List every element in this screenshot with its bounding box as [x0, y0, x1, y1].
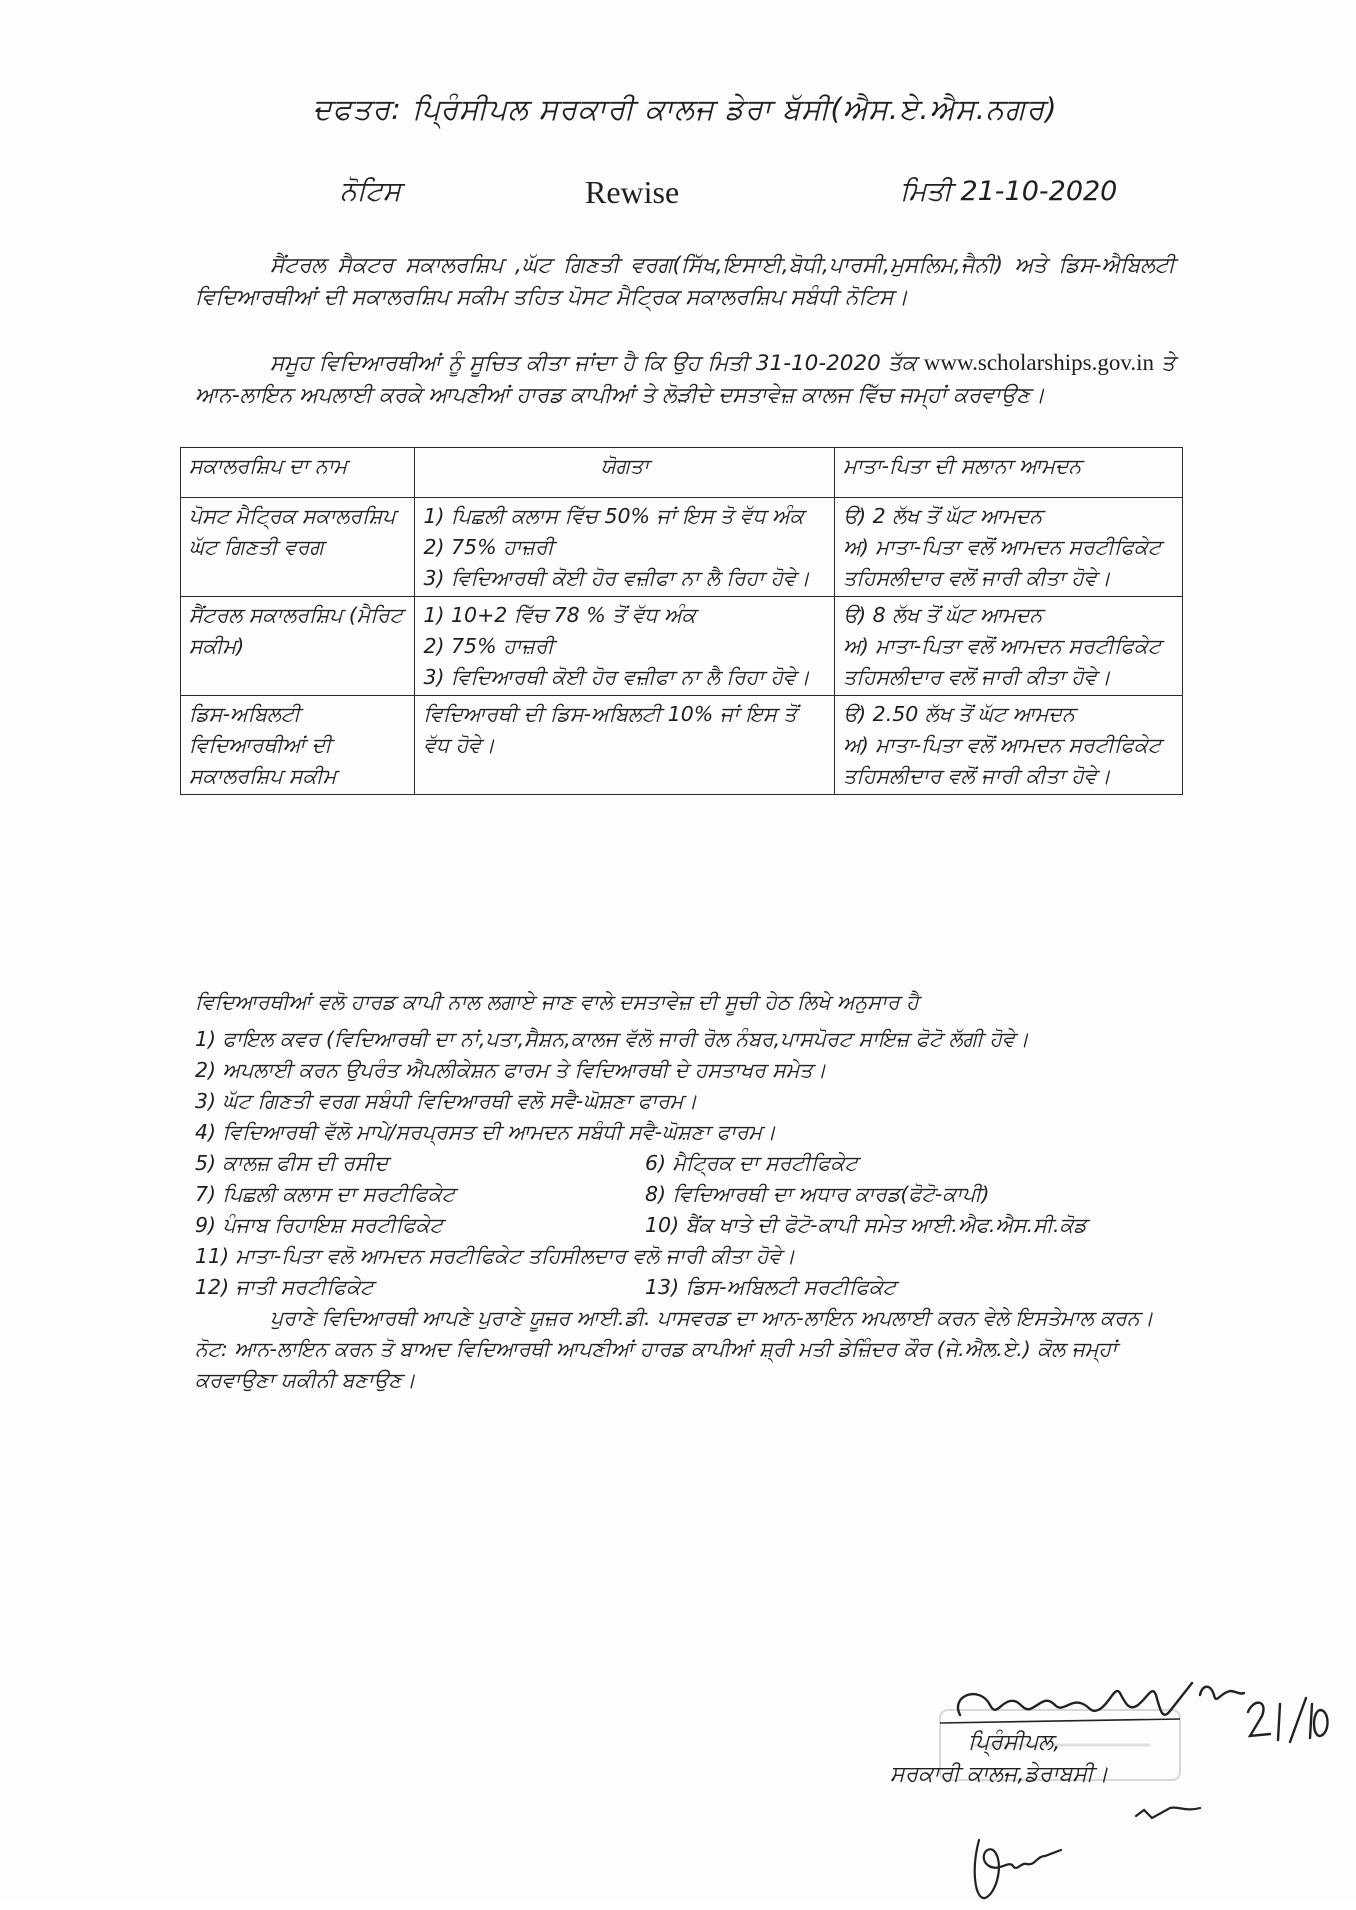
table-row: [181, 498, 1183, 597]
list-item: 5) ਕਾਲਜ਼ ਫੀਸ ਦੀ ਰਸੀਦ: [195, 1151, 389, 1175]
eligibility-cell: [415, 696, 835, 795]
table-row: [181, 696, 1183, 795]
instruction-text-1: ਸਮੂਹ ਵਿਦਿਆਰਥੀਆਂ ਨੂੰ ਸੂਚਿਤ ਕੀਤਾ ਜਾਂਦਾ ਹੈ ਕਿ ਉਹ ਮਿਤੀ 31-10-2020 ਤੱਕ: [270, 351, 917, 376]
notice-title: ਨੋਟਿਸ: [340, 176, 401, 207]
list-item: 10) ਬੈਂਕ ਖਾਤੇ ਦੀ ਫੋਟੋ-ਕਾਪੀ ਸਮੇਤ ਆਈ.ਐਫ.ਐਸ.ਸੀ.ਕੋਡ: [645, 1213, 1087, 1237]
scholarship-url: www.scholarships.gov.in: [923, 350, 1154, 375]
instruction-text-2: ਤੇ ਆਨ-ਲਾਇਨ ਅਪਲਾਈ ਕਰਕੇ ਆਪਣੀਆਂ ਹਾਰਡ ਕਾਪੀਆਂ ਤੇ ਲੋੜੀਦੇ ਦਸਤਾਵੇਜ਼ ਕਾਲਜ ਵਿੱਚ ਜਮ੍ਹਾਂ ਕਰਵਾਉਣ।: [195, 351, 1176, 408]
handwritten-mark: [1130, 1790, 1210, 1830]
notice-header: [340, 176, 1140, 220]
list-item: 12) ਜਾਤੀ ਸਰਟੀਫਿਕੇਟ: [195, 1275, 374, 1299]
scholarship-name-cell: ਸੈਂਟਰਲ ਸਕਾਲਰਸ਼ਿਪ (ਮੈਰਿਟ ਸਕੀਮ): [181, 597, 415, 696]
scholarship-name-cell: ਪੋਸਟ ਮੈਟ੍ਰਿਕ ਸਕਾਲਰਸ਼ਿਪ ਘੱਟ ਗਿਣਤੀ ਵਰਗ: [181, 498, 415, 597]
income-line: ਅ) ਮਾਤਾ-ਪਿਤਾ ਵਲੋਂ ਆਮਦਨ ਸਰਟੀਫਿਕੇਟ ਤਹਿਸਲੀਦਾਰ ਵਲੋਂ ਜਾਰੀ ਕੀਤਾ ਹੋਵੇ।: [843, 634, 1162, 689]
income-line: ੳ) 8 ਲੱਖ ਤੋਂ ਘੱਟ ਆਮਦਨ: [843, 603, 1043, 627]
list-item-pair: [195, 1210, 1175, 1241]
list-item-pair: [195, 1179, 1175, 1210]
header-parent-income: ਮਾਤਾ-ਪਿਤਾ ਦੀ ਸਲਾਨਾ ਆਮਦਨ: [835, 448, 1183, 498]
handwritten-initials: [965, 1820, 1075, 1910]
eligibility-line: 1) ਪਿਛਲੀ ਕਲਾਸ ਵਿੱਚ 50% ਜਾਂ ਇਸ ਤੋ ਵੱਧ ਅੰਕ: [423, 504, 804, 528]
instruction-paragraph: [195, 347, 1175, 411]
handwritten-date: [1240, 1690, 1330, 1750]
list-item: 4) ਵਿਦਿਆਰਥੀ ਵੱਲੋ ਮਾਪੇ/ਸਰਪ੍ਰਸਤ ਦੀ ਆਮਦਨ ਸਬੰਧੀ ਸਵੈ-ਘੋਸ਼ਣਾ ਫਾਰਮ।: [195, 1120, 776, 1144]
table-header-row: [181, 448, 1183, 498]
income-cell: [835, 498, 1183, 597]
eligibility-line: 1) 10+2 ਵਿੱਚ 78 % ਤੋਂ ਵੱਧ ਅੰਕ: [423, 603, 696, 627]
income-line: ਅ) ਮਾਤਾ-ਪਿਤਾ ਵਲੋਂ ਆਮਦਨ ਸਰਟੀਫਿਕੇਟ ਤਹਿਸਲੀਦਾਰ ਵਲੋਂ ਜਾਰੀ ਕੀਤਾ ਹੋਵੇ।: [843, 535, 1162, 590]
eligibility-cell: [415, 498, 835, 597]
eligibility-line: 2) 75% ਹਾਜ਼ਰੀ: [423, 634, 554, 658]
list-item-pair: [195, 1272, 1175, 1303]
income-line: ਅ) ਮਾਤਾ-ਪਿਤਾ ਵਲੋਂ ਆਮਦਨ ਸਰਟੀਫਿਕੇਟ ਤਹਿਸਲੀਦਾਰ ਵਲੋਂ ਜਾਰੀ ਕੀਤਾ ਹੋਵੇ।: [843, 733, 1162, 788]
list-item: 11) ਮਾਤਾ-ਪਿਤਾ ਵਲੋ ਆਮਦਨ ਸਰਟੀਫਿਕੇਟ ਤਹਿਸੀਲਦਾਰ ਵਲੋ ਜਾਰੀ ਕੀਤਾ ਹੋਵੇ।: [195, 1244, 796, 1268]
list-item: 3) ਘੱਟ ਗਿਣਤੀ ਵਰਗ ਸਬੰਧੀ ਵਿਦਿਆਰਥੀ ਵਲੋ ਸਵੈ-ਘੋਸ਼ਣਾ ਫਾਰਮ।: [195, 1089, 698, 1113]
subject-paragraph: ਸੈਂਟਰਲ ਸੈਕਟਰ ਸਕਾਲਰਸ਼ਿਪ ,ਘੱਟ ਗਿਣਤੀ ਵਰਗ(ਸਿੱਖ,ਇਸਾਈ,ਬੋਧੀ,ਪਾਰਸੀ,ਮੁਸਲਿਮ,ਜੈਨੀ) ਅਤੇ ਡਿਸ-ਐਬਿਲਟੀ ਵਿਦਿਆਰਥੀਆਂ ਦੀ ਸਕਾਲਰਸ਼ਿਪ ਸਕੀਮ ਤਹਿਤ ਪੋਸਟ ਮੈਟ੍ਰਿਕ ਸਕਾਲਰਸ਼ਿਪ ਸਬੰਧੀ ਨੋਟਿਸ।: [195, 253, 1175, 310]
rewise-label: Rewise: [585, 174, 680, 210]
documents-list: [195, 987, 1175, 1396]
list-item: 6) ਮੈਟ੍ਰਿਕ ਦਾ ਸਰਟੀਫਿਕੇਟ: [645, 1151, 858, 1175]
income-line: ੳ) 2 ਲੱਖ ਤੋਂ ਘੱਟ ਆਮਦਨ: [843, 504, 1043, 528]
eligibility-line: 3) ਵਿਦਿਆਰਥੀ ਕੋਈ ਹੋਰ ਵਜ਼ੀਫਾ ਨਾ ਲੈ ਰਿਹਾ ਹੋਵੇ।: [423, 566, 810, 590]
eligibility-line: 2) 75% ਹਾਜ਼ਰੀ: [423, 535, 554, 559]
office-heading: ਦਫਤਰ: ਪ੍ਰਿੰਸੀਪਲ ਸਰਕਾਰੀ ਕਾਲਜ ਡੇਰਾ ਬੱਸੀ(ਐਸ.ਏ.ਐਸ.ਨਗਰ): [312, 92, 1058, 126]
list-item: 9) ਪੰਜਾਬ ਰਿਹਾਇਸ਼ ਸਰਟੀਫਿਕੇਟ: [195, 1213, 443, 1237]
list-item: 8) ਵਿਦਿਆਰਥੀ ਦਾ ਅਧਾਰ ਕਾਰਡ(ਫੋਟੋ-ਕਾਪੀ): [645, 1182, 990, 1206]
income-cell: [835, 696, 1183, 795]
eligibility-line: ਵਿਦਿਆਰਥੀ ਦੀ ਡਿਸ-ਅਬਿਲਟੀ 10% ਜਾਂ ਇਸ ਤੋਂ ਵੱਧ ਹੋਵੇ।: [423, 702, 797, 757]
list-item: 2) ਅਪਲਾਈ ਕਰਨ ਉਪਰੰਤ ਐਪਲੀਕੇਸ਼ਨ ਫਾਰਮ ਤੇ ਵਿਦਿਆਰਥੀ ਦੇ ਹਸਤਾਖਰ ਸਮੇਤ।: [195, 1058, 827, 1082]
list-item-pair: [195, 1148, 1175, 1179]
scholarship-name-cell: ਡਿਸ-ਅਬਿਲਟੀ ਵਿਦਿਆਰਥੀਆਂ ਦੀ ਸਕਾਲਰਸ਼ਿਪ ਸਕੀਮ: [181, 696, 415, 795]
income-cell: [835, 597, 1183, 696]
scholarship-table: [180, 447, 1183, 795]
submission-note: ਨੋਟ: ਆਨ-ਲਾਇਨ ਕਰਨ ਤੋ ਬਾਅਦ ਵਿਦਿਆਰਥੀ ਆਪਣੀਆਂ ਹਾਰਡ ਕਾਪੀਆਂ ਸ਼੍ਰੀ ਮਤੀ ਡੇਜ਼ਿੰਦਰ ਕੌਰ (ਜੇ.ਐਲ.ਏ.) ਕੋਲ ਜਮ੍ਹਾਂ ਕਰਵਾਉਣਾ ਯਕੀਨੀ ਬਣਾਉਣ।: [195, 1337, 1117, 1392]
income-line: ੳ) 2.50 ਲੱਖ ਤੋਂ ਘੱਟ ਆਮਦਨ: [843, 702, 1075, 726]
eligibility-cell: [415, 597, 835, 696]
header-eligibility: ਯੋਗਤਾ: [415, 448, 835, 498]
college-name: ਸਰਕਾਰੀ ਕਾਲਜ,ਡੇਰਾਬਸੀ।: [890, 1762, 1109, 1787]
header-scholarship-name: ਸਕਾਲਰਸ਼ਿਪ ਦਾ ਨਾਮ: [181, 448, 415, 498]
principal-title: ਪ੍ਰਿੰਸੀਪਲ,: [968, 1730, 1061, 1755]
list-item: 1) ਫਾਇਲ ਕਵਰ (ਵਿਦਿਆਰਥੀ ਦਾ ਨਾਂ,ਪਤਾ,ਸੈਸ਼ਨ,ਕਾਲਜ ਵੱਲੋ ਜਾਰੀ ਰੋਲ ਨੰਬਰ,ਪਾਸਪੋਰਟ ਸਾਇਜ਼ ਫੋਟੋ ਲੱਗੀ ਹੋਵੇ।: [195, 1027, 1029, 1051]
list-item: 13) ਡਿਸ-ਅਬਿਲਟੀ ਸਰਟੀਫਿਕੇਟ: [645, 1275, 897, 1299]
notice-date: ਮਿਤੀ 21-10-2020: [900, 176, 1118, 207]
list-item: 7) ਪਿਛਲੀ ਕਲਾਸ ਦਾ ਸਰਟੀਫਿਕੇਟ: [195, 1182, 455, 1206]
old-students-note: ਪੁਰਾਣੇ ਵਿਦਿਆਰਥੀ ਆਪਣੇ ਪੁਰਾਣੇ ਯੂਜ਼ਰ ਆਈ.ਡੀ. ਪਾਸਵਰਡ ਦਾ ਆਨ-ਲਾਇਨ ਅਪਲਾਈ ਕਰਨ ਵੇਲੇ ਇਸਤੇਮਾਲ ਕਰਨ।: [270, 1306, 1154, 1330]
documents-intro: ਵਿਦਿਆਰਥੀਆਂ ਵਲੋ ਹਾਰਡ ਕਾਪੀ ਨਾਲ ਲਗਾਏ ਜਾਣ ਵਾਲੇ ਦਸਤਾਵੇਜ਼ ਦੀ ਸੂਚੀ ਹੇਠ ਲਿਖੇ ਅਨੁਸਾਰ ਹੈ: [195, 990, 919, 1014]
table-row: [181, 597, 1183, 696]
eligibility-line: 3) ਵਿਦਿਆਰਥੀ ਕੋਈ ਹੋਰ ਵਜ਼ੀਫਾ ਨਾ ਲੈ ਰਿਹਾ ਹੋਵੇ।: [423, 665, 810, 689]
